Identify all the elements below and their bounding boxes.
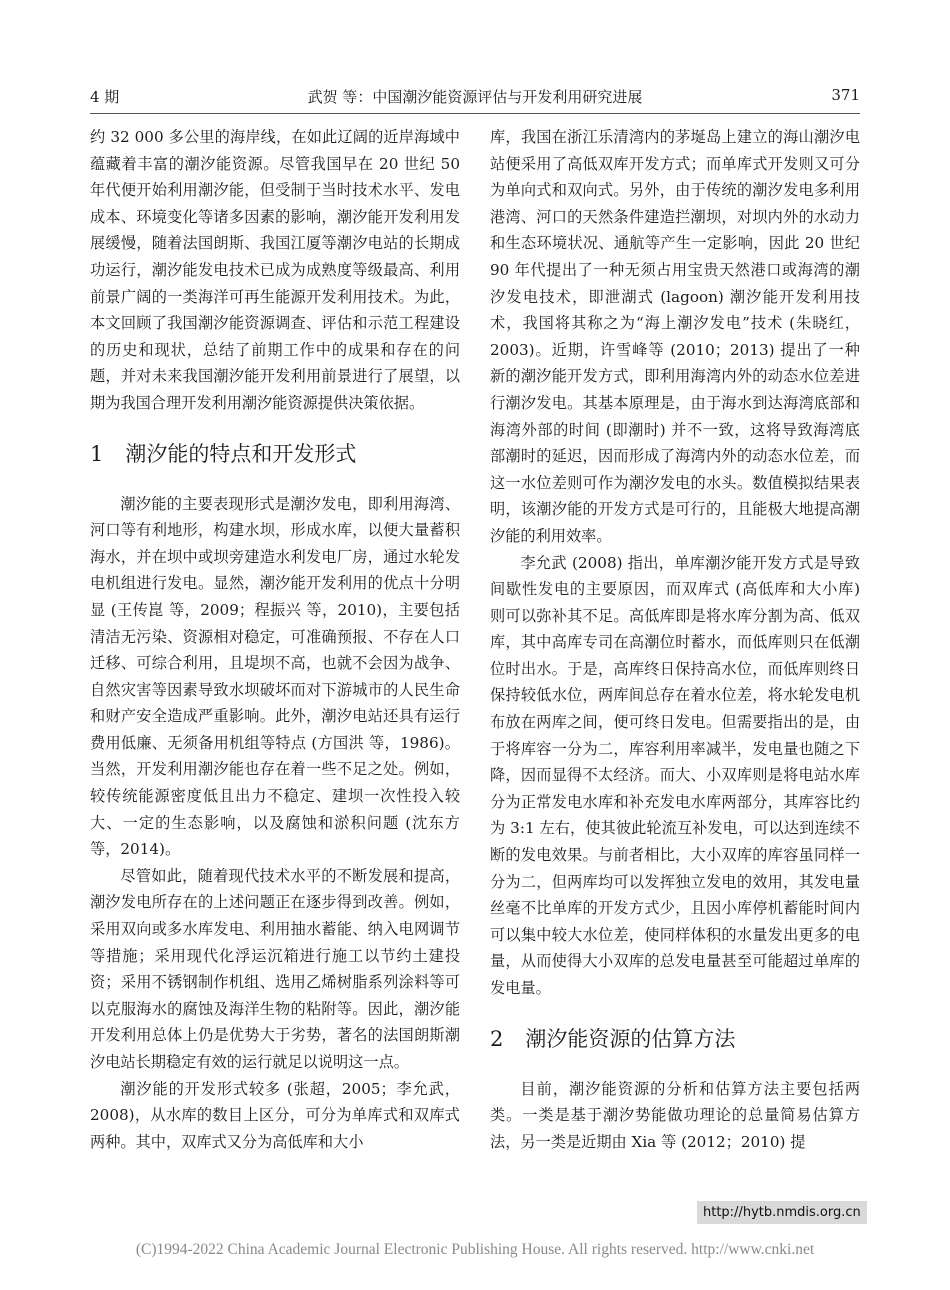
page-header: [90, 86, 860, 110]
section-title: 潮汐能的特点和开发形式: [125, 441, 357, 466]
section-title: 潮汐能资源的估算方法: [525, 1026, 736, 1051]
running-title: 武贺 等：中国潮汐能资源评估与开发利用研究进展: [307, 88, 643, 106]
section-number: 2: [490, 1026, 504, 1051]
issue-number: 4 期: [90, 88, 120, 106]
paragraph: 库，我国在浙江乐清湾内的茅埏岛上建立的海山潮汐电站便采用了高低双库开发方式；而单库式开发则又可分为单向式和双向式。另外，由于传统的潮汐发电多利用港湾、河口的天然条件建造拦潮坝，对坝内外的水动力和生态环境状况、通航等产生一定影响，因此 20 世纪 90 年代提出了一种无须占用宝贵天然港口或海湾的潮汐发电技术，即泄湖式 (lagoon) 潮汐能开发利用技术，我国将其称之为“海上潮汐发电”技术 (朱晓红，2003)。近期，许雪峰等 (2010；2013) 提出了一种新的潮汐能开发方式，即利用海湾内外的动态水位差进行潮汐发电。其基本原理是，由于海水到达海湾底部和海湾外部的时间 (即潮时) 并不一致，这将导致海湾底部潮时的延迟，因而形成了海湾内外的动态水位差，而这一水位差则可作为潮汐发电的水头。数值模拟结果表明，该潮汐能的开发方式是可行的，且能极大地提高潮汐能的利用效率。: [490, 128, 860, 545]
paragraph: 潮汐能的开发形式较多 (张超，2005；李允武，2008)，从水库的数目上区分，可分为单库式和双库式两种。其中，双库式又分为高低库和大小: [90, 1079, 460, 1151]
paragraph: 李允武 (2008) 指出，单库潮汐能开发方式是导致间歇性发电的主要原因，而双库式 (高低库和大小库) 则可以弥补其不足。高低库即是将水库分割为高、低双库，其中高库专司在高潮位时蓄水，而低库则只在低潮位时出水。于是，高库终日保持高水位，而低库则终日保持较低水位，两库间总存在着水位差，将水轮发电机布放在两库之间，便可终日发电。但需要指出的是，由于将库容一分为二，库容利用率减半，发电量也随之下降，因而显得不太经济。而大、小双库则是将电站水库分为正常发电水库和补充发电水库两部分，其库容比约为 3:1 左右，使其彼此轮流互补发电，可以达到连续不断的发电效果。与前者相比，大小双库的库容虽同样一分为二，但两库均可以发挥独立发电的效用，其发电量丝毫不比单库的开发方式少，且因小库停机蓄能时间内可以集中较大水位差，使同样体积的水量发出更多的电量，从而使得大小双库的总发电量甚至可能超过单库的发电量。: [490, 553, 860, 997]
paragraph: 目前，潮汐能资源的分析和估算方法主要包括两类。一类是基于潮汐势能做功理论的总量简易估算方法，另一类是近期由 Xia 等 (2012；2010) 提: [490, 1079, 860, 1151]
section-number: 1: [90, 441, 104, 466]
paragraph: 约 32 000 多公里的海岸线，在如此辽阔的近岸海域中蕴藏着丰富的潮汐能资源。尽管我国早在 20 世纪 50 年代便开始利用潮汐能，但受制于当时技术水平、发电成本、环境变化等诸多因素的影响，潮汐能开发利用发展缓慢，随着法国朗斯、我国江厦等潮汐电站的长期成功运行，潮汐能发电技术已成为成熟度等级最高、利用前景广阔的一类海洋可再生能源开发利用技术。为此，本文回顾了我国潮汐能资源调查、评估和示范工程建设的历史和现状，总结了前期工作中的成果和存在的问题，并对未来我国潮汐能开发利用前景进行了展望，以期为我国合理开发利用潮汐能资源提供决策依据。: [90, 128, 460, 412]
right-column: [490, 124, 860, 1155]
header-rule: [90, 113, 860, 114]
section-heading-2: [490, 1024, 860, 1054]
paragraph: 潮汐能的主要表现形式是潮汐发电，即利用海湾、河口等有利地形，构建水坝，形成水库，以便大量蓄积海水，并在坝中或坝旁建造水利发电厂房，通过水轮发电机组进行发电。显然，潮汐能开发利用的优点十分明显 (王传崑 等，2009；程振兴 等，2010)，主要包括清洁无污染、资源相对稳定，可准确预报、不存在人口迁移、可综合利用，且堤坝不高，也就不会因为战争、自然灾害等因素导致水坝破坏而对下游城市的人民生命和财产安全造成严重影响。此外，潮汐电站还具有运行费用低廉、无须备用机组等特点 (方国洪 等，1986)。当然，开发利用潮汐能也存在着一些不足之处。例如，较传统能源密度低且出力不稳定、建坝一次性投入较大、一定的生态影响，以及腐蚀和淤积问题 (沈东方 等，2014)。: [90, 494, 460, 859]
paragraph: 尽管如此，随着现代技术水平的不断发展和提高，潮汐发电所存在的上述问题正在逐步得到改善。例如，采用双向或多水库发电、利用抽水蓄能、纳入电网调节等措施；采用现代化浮运沉箱进行施工以节约土建投资；采用不锈钢制作机组、选用乙烯树脂系列涂料等可以克服海水的腐蚀及海洋生物的粘附等。因此，潮汐能开发利用总体上仍是优势大于劣势，著名的法国朗斯潮汐电站长期稳定有效的运行就足以说明这一点。: [90, 866, 460, 1071]
section-heading-1: [90, 439, 460, 469]
left-column: [90, 124, 460, 1155]
journal-url-badge[interactable]: http://hytb.nmdis.org.cn: [697, 1201, 867, 1224]
copyright-footer: (C)1994-2022 China Academic Journal Electronic Publishing House. All rights reserved. http://www.cnki.net: [135, 1241, 815, 1258]
page-number: 371: [831, 86, 860, 104]
